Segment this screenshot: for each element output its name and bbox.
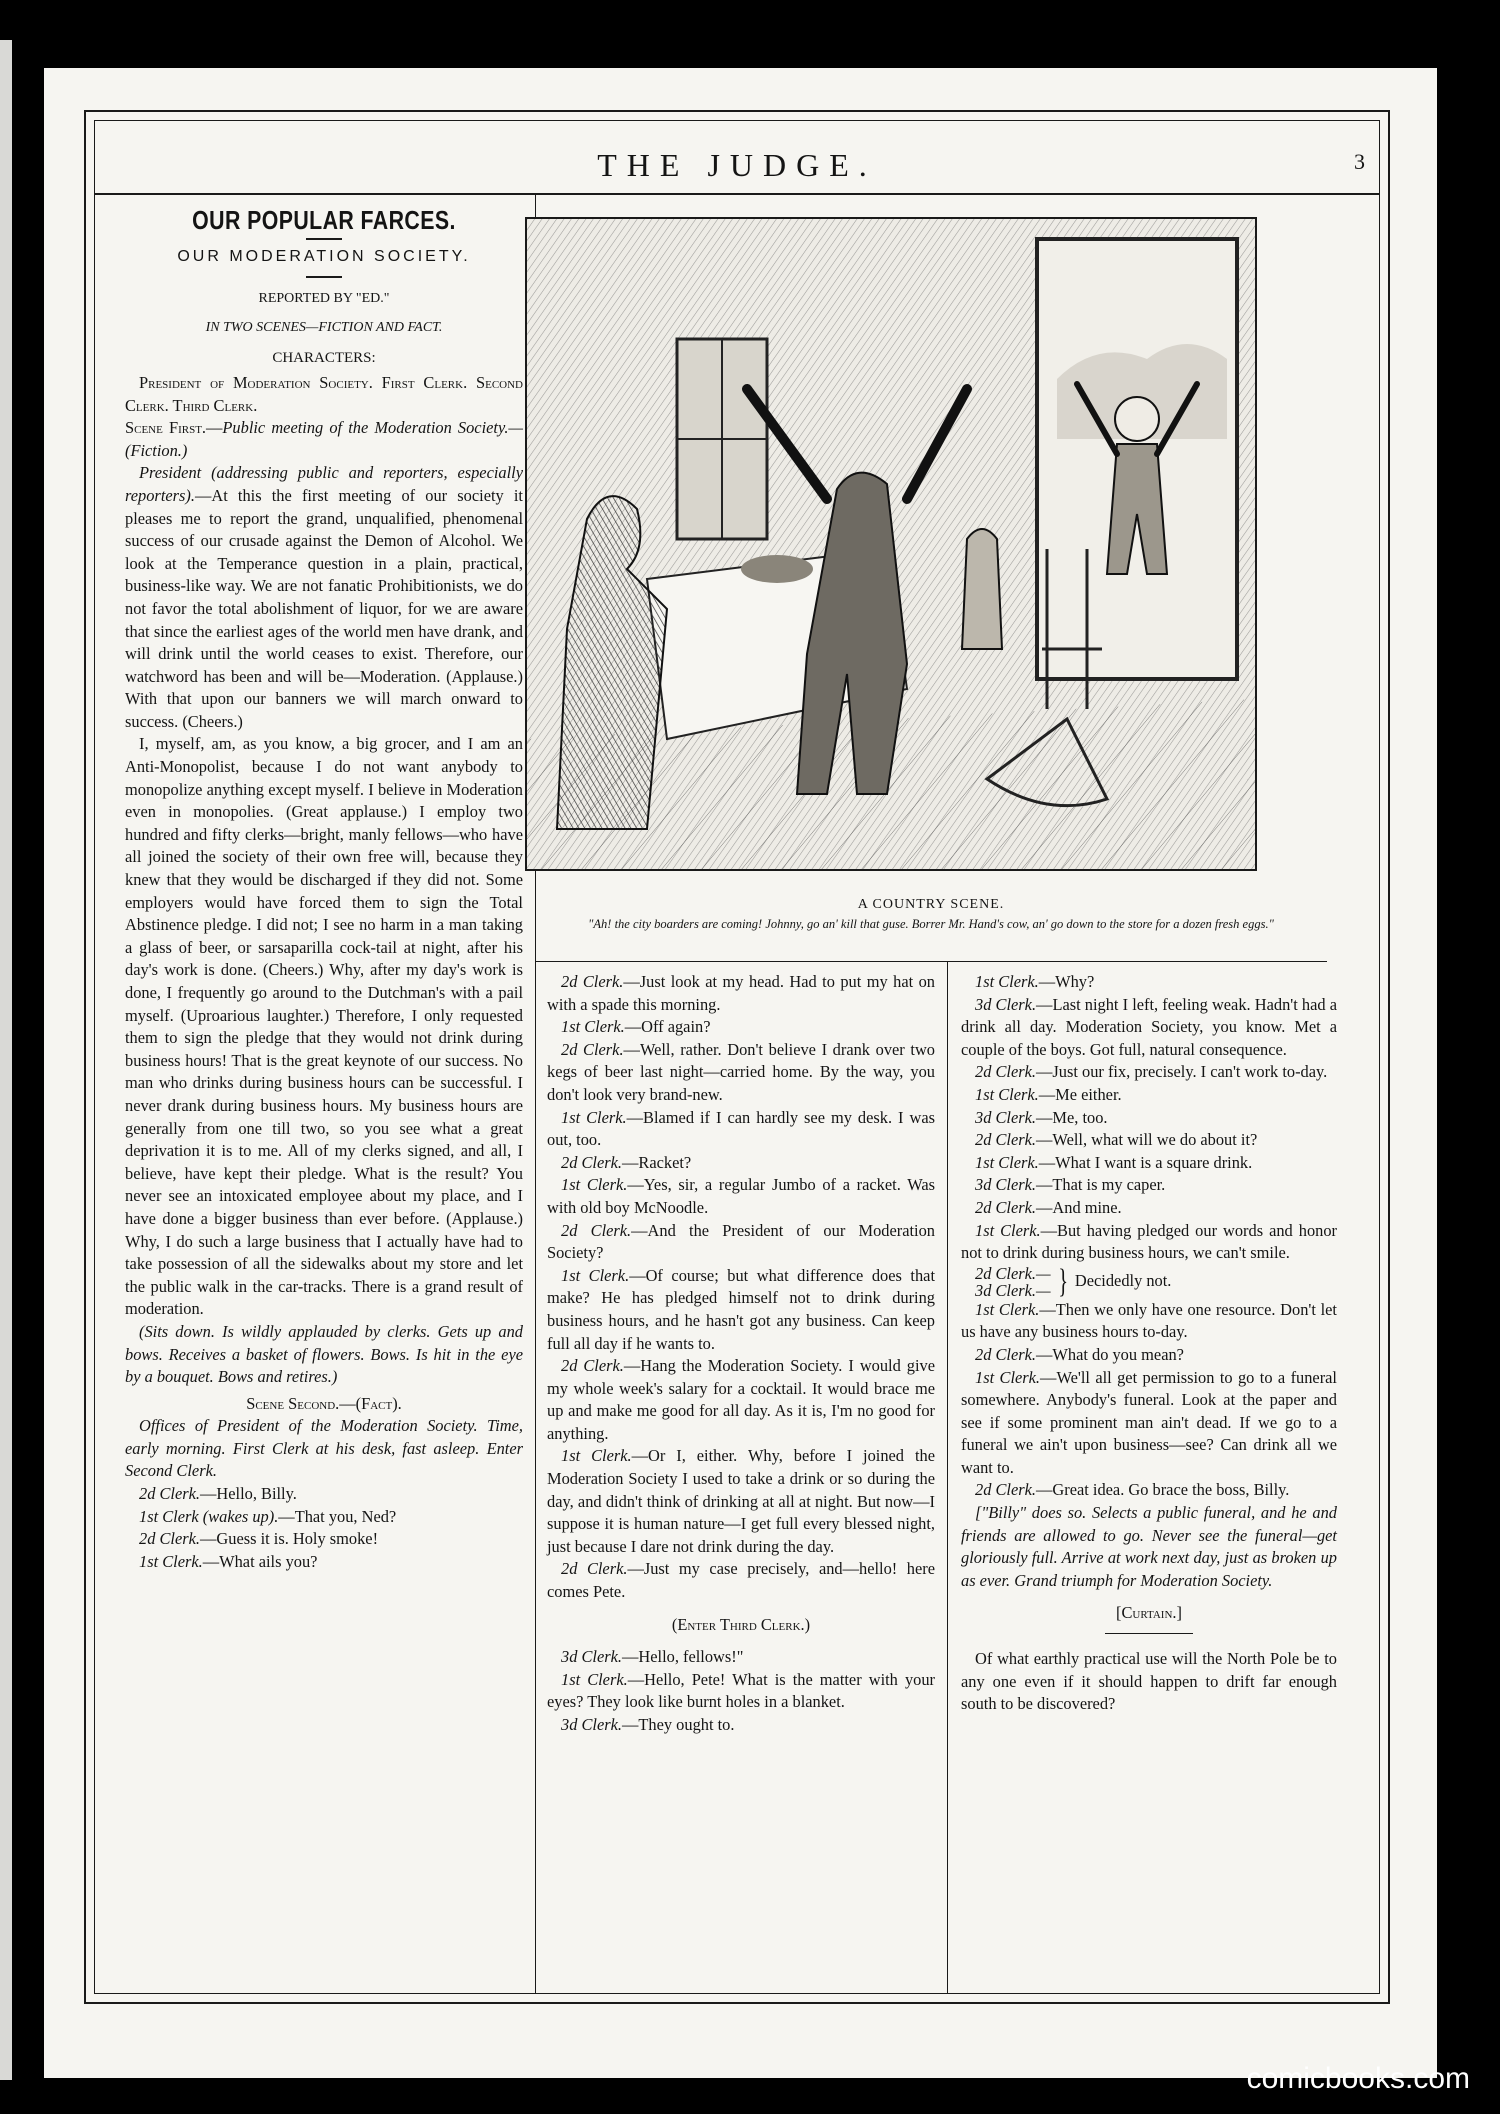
- brace-dialogue: [961, 1262, 1337, 1300]
- illustration-rule: [535, 961, 1327, 962]
- column-2: [547, 971, 935, 1737]
- dialogue-text: —Then we only have one resource. Don't let us have any business hours to-day.: [961, 1299, 1337, 1342]
- illustration-country-scene: [525, 217, 1257, 871]
- dialogue-speaker: 2d Clerk.: [975, 1344, 1037, 1364]
- dialogue-speaker: 2d Clerk.: [561, 1152, 623, 1172]
- north-pole-paragraph: Of what earthly practical use will the North Pole be to any one even if it should happen to drift far enough south to be discovered?: [961, 1649, 1337, 1714]
- president-speech-1: [125, 462, 523, 733]
- characters-heading: CHARACTERS:: [272, 350, 376, 367]
- brace-names: [975, 1265, 1051, 1299]
- dialogue-line: [547, 1152, 935, 1175]
- dialogue-speaker: 2d Clerk.: [975, 1480, 1037, 1500]
- president-speech-2: I, myself, am, as you know, a big grocer, and I am an Anti-Monopolist, because I do not want anybody to monopolize anything except myself. I believe in Moderation even in monopolies. (Great applause.) I employ two hundred and fifty clerks—bright, manly fellows—who have all joined the society of their own free will, because they knew that they would be discharged if they did not. Some employers would have forced them to sign the Total Abstinence pledge. I did not; I see no harm in a man taking a glass of beer, or sarsaparilla cock-tail at night, after his day's work is done. (Cheers.) Why, after my day's work is done, I frequently go around to the Dutchman's with a pail myself. (Uproarious laughter.) Therefore, I only requested them to sign the pledge that they would not drink during business hours! That is the great keynote of our success. No man who drinks during business hours can be successful. I never drank during business hours. My business hours are generally from one till two, so you see what a great deprivation it is to me. All of my clerks signed, and all, I believe, have kept their pledge. What is the result? You never see an intoxicated employee about my place, and I have done a bigger business than ever before. (Applause.) Why, I do such a large business that I actually have had to take possession of all the sidewalks about my store and let the public walk in the car-tracks. There is a grand result of moderation.: [125, 734, 523, 1319]
- dialogue-speaker: 2d Clerk.: [975, 1130, 1037, 1150]
- dialogue-speaker: 1st Clerk.: [975, 1220, 1041, 1240]
- dialogue-line: [961, 971, 1337, 994]
- dialogue-line: [961, 1197, 1337, 1220]
- dialogue-text: —Or I, either. Why, before I joined the Moderation Society I used to take a drink or so during the day, and didn't think of drinking at all at night. But now—I suppose it is human nature—I get full every blessed night, just because I dare not drink during the day.: [547, 1446, 935, 1556]
- dialogue-col-3-b: [961, 1299, 1337, 1502]
- dialogue-text: —That you, Ned?: [278, 1506, 397, 1526]
- column-1: [125, 201, 523, 1573]
- dialogue-text: —Me either.: [1038, 1084, 1122, 1104]
- dialogue-text: —Me, too.: [1036, 1107, 1108, 1127]
- dialogue-text: —Well, what will we do about it?: [1036, 1130, 1258, 1150]
- scene-second-desc: Offices of President of the Moderation Society. Time, early morning. First Clerk at his desk, fast asleep. Enter Second Clerk.: [125, 1416, 523, 1481]
- scene-second-label: Scene Second.—(Fact).: [246, 1393, 402, 1413]
- dialogue-line: [961, 1220, 1337, 1265]
- dialogue-text: —Hello, Billy.: [200, 1484, 297, 1504]
- dialogue-speaker: 1st Clerk.: [975, 1299, 1040, 1319]
- dialogue-col-3: [961, 971, 1337, 1265]
- illustration-drawing: [527, 219, 1255, 869]
- dialogue-line: [961, 1061, 1337, 1084]
- dialogue-speaker: 1st Clerk (wakes up).: [139, 1506, 279, 1526]
- dialogue-speaker: 2d Clerk.: [139, 1529, 201, 1549]
- president-speech-1-text: —At this the first meeting of our society it pleases me to report the grand, unqualified, phenomenal success of our crusade against the Demon of Alcohol. We look at the Temperance question in a plain, practical, business-like way. We are not fanatic Prohibitionists, we do not favor the total abolishment of liquor, for we are aware that since the earliest ages of the world men have drank, and will drink until the world ceases to exist. Therefore, our watchword has been and will be—Moderation. (Applause.) With that upon our banners we will march onward to success. (Cheers.): [125, 485, 523, 731]
- dialogue-line: [125, 1551, 523, 1574]
- dialogue-text: —And the President of our Moderation Society?: [547, 1220, 935, 1263]
- dialogue-speaker: 1st Clerk.: [561, 1446, 632, 1466]
- dialogue-line: [961, 1152, 1337, 1175]
- dialogue-speaker: 3d Clerk.: [975, 1107, 1037, 1127]
- dialogue-line: [961, 1479, 1337, 1502]
- dialogue-line: [125, 1528, 523, 1551]
- dialogue-text: —Just look at my head. Had to put my hat on with a spade this morning.: [547, 972, 935, 1014]
- dialogue-line: [547, 1445, 935, 1558]
- brace-name-1: 2d Clerk.—: [975, 1263, 1051, 1283]
- dialogue-speaker: 1st Clerk.: [975, 1152, 1039, 1172]
- dialogue-text: —Racket?: [622, 1152, 692, 1172]
- adjacent-page-edge: [0, 40, 12, 2080]
- dialogue-text: —Well, rather. Don't believe I drank over two kegs of beer last night—carried home. By the way, you don't look very brand-new.: [547, 1039, 935, 1104]
- watermark: comicbooks.com: [1246, 2062, 1470, 2095]
- dialogue-text: —Hang the Moderation Society. I would give my whole week's salary for a cocktail. It would brace me up and make me good for all day. As it is, I'm no good for anything.: [547, 1356, 935, 1443]
- dialogue-speaker: 2d Clerk.: [561, 972, 624, 991]
- dialogue-line: [961, 1084, 1337, 1107]
- article-headline: OUR POPULAR FARCES.: [192, 205, 456, 235]
- dialogue-line: [125, 1506, 523, 1529]
- dialogue-text: —Last night I left, feeling weak. Hadn't had a drink all day. Moderation Society, you know. Met a couple of the boys. Got full, natural consequence.: [961, 994, 1337, 1059]
- dialogue-line: [547, 1646, 935, 1669]
- enter-third-clerk: (Enter Third Clerk.): [671, 1614, 811, 1634]
- dialogue-line: [961, 1367, 1337, 1480]
- brace-name-2: 3d Clerk.—: [975, 1280, 1051, 1300]
- dialogue-line: [547, 1174, 935, 1219]
- illustration-caption: "Ah! the city boarders are coming! Johnny, go an' kill that guse. Borrer Mr. Hand's cow, an' go down to the store for a dozen fresh eggs.": [588, 917, 1274, 931]
- dialogue-text: —Off again?: [624, 1017, 711, 1037]
- dialogue-speaker: 3d Clerk.: [975, 1175, 1037, 1195]
- scene-first-label: Scene First.—: [125, 418, 223, 438]
- dialogue-line: [547, 1669, 935, 1714]
- dialogue-speaker: 1st Clerk.: [975, 972, 1039, 991]
- dialogue-speaker: 2d Clerk.: [561, 1356, 624, 1376]
- dialogue-line: [547, 1355, 935, 1445]
- dialogue-text: —Just our fix, precisely. I can't work to-day.: [1036, 1062, 1328, 1082]
- dialogue-col-2: [547, 971, 935, 1604]
- dialogue-line: [961, 1129, 1337, 1152]
- dialogue-speaker: 2d Clerk.: [561, 1220, 632, 1240]
- dialogue-line: [547, 971, 935, 1016]
- dialogue-speaker: 2d Clerk.: [975, 1062, 1037, 1082]
- curtain-rule: [1105, 1633, 1193, 1634]
- dialogue-speaker: 1st Clerk.: [975, 1084, 1039, 1104]
- president-speaker: President (addressing public and reporters, especially reporters).: [125, 463, 523, 505]
- dialogue-col-2-b: [547, 1646, 935, 1736]
- dialogue-text: —What do you mean?: [1036, 1344, 1184, 1364]
- dialogue-line: [961, 1299, 1337, 1344]
- dialogue-line: [125, 1483, 523, 1506]
- curtain: [Curtain.]: [1116, 1603, 1182, 1623]
- dialogue-line: [547, 1265, 935, 1355]
- dialogue-text: —What ails you?: [202, 1551, 318, 1571]
- dialogue-line: [547, 1558, 935, 1603]
- stage-direction-2: ["Billy" does so. Selects a public funeral, and he and friends are allowed to go. Never see the funeral—get gloriously full. Arrive at work next day, just as broken up as ever. Grand triumph for Moderation Society.: [961, 1503, 1337, 1590]
- illustration-title: A COUNTRY SCENE.: [857, 897, 1005, 912]
- dialogue-text: —Yes, sir, a regular Jumbo of a racket. Was with old boy McNoodle.: [547, 1175, 936, 1217]
- subhead-rule: [306, 276, 342, 278]
- dialogue-line: [547, 1039, 935, 1107]
- page-border: [84, 110, 1390, 2004]
- dialogue-line: [547, 1714, 935, 1737]
- dialogue-line: [547, 1107, 935, 1152]
- dialogue-text: —And mine.: [1036, 1197, 1122, 1217]
- dialogue-line: [961, 1107, 1337, 1130]
- dialogue-speaker: 2d Clerk.: [561, 1039, 624, 1059]
- dialogue-text: —Blamed if I can hardly see my desk. I was out, too.: [547, 1107, 935, 1150]
- dialogue-text: —What I want is a square drink.: [1038, 1152, 1253, 1172]
- dialogue-speaker: 1st Clerk.: [561, 1669, 628, 1689]
- page-inner-border: [94, 120, 1380, 1994]
- dialogue-speaker: 1st Clerk.: [139, 1551, 203, 1571]
- brace-text: Decidedly not.: [1074, 1271, 1172, 1291]
- stage-direction-1: (Sits down. Is wildly applauded by clerks. Gets up and bows. Receives a basket of flowers. Bows. Is hit in the eye by a bouquet. Bows and retires.): [125, 1321, 523, 1387]
- scenes-note: IN TWO SCENES—FICTION AND FACT.: [205, 319, 443, 335]
- dialogue-text: —They ought to.: [622, 1715, 735, 1734]
- dialogue-text: —Of course; but what difference does that make? He has pledged himself not to drink during business hours, and he hasn't got any business. Can keep full all day if he wants to.: [547, 1265, 935, 1353]
- page-number: 3: [1354, 149, 1365, 174]
- scene-first: [125, 417, 523, 462]
- dialogue-speaker: 1st Clerk.: [975, 1367, 1041, 1387]
- dialogue-speaker: 3d Clerk.: [561, 1647, 623, 1667]
- column-3: [961, 971, 1337, 1716]
- column-rule-right: [947, 961, 948, 1993]
- dialogue-line: [961, 1344, 1337, 1367]
- dialogue-text: —Why?: [1038, 972, 1095, 991]
- scene-first-desc: Public meeting of the Moderation Society.—(Fiction.): [125, 418, 524, 460]
- characters-list: President of Moderation Society. First Clerk. Second Clerk. Third Clerk.: [125, 372, 523, 415]
- dialogue-text: —We'll all get permission to go to a funeral somewhere. Anybody's funeral. Look at the paper and see if some prominent man ain't dead. If we go to a funeral we ain't upon business—see? Can drink all we want to.: [961, 1367, 1337, 1477]
- dialogue-col-1: [125, 1483, 523, 1573]
- article-subheadline: OUR MODERATION SOCIETY.: [177, 247, 471, 265]
- dialogue-speaker: 3d Clerk.: [561, 1715, 623, 1734]
- headline-rule: [306, 238, 342, 240]
- dialogue-speaker: 3d Clerk.: [975, 994, 1037, 1014]
- masthead-title: THE JUDGE.: [597, 147, 877, 183]
- dialogue-speaker: 1st Clerk.: [561, 1175, 628, 1195]
- brace-glyph: }: [1057, 1262, 1068, 1300]
- dialogue-speaker: 1st Clerk.: [561, 1017, 625, 1037]
- dialogue-speaker: 2d Clerk.: [975, 1197, 1037, 1217]
- dialogue-speaker: 1st Clerk.: [561, 1107, 627, 1127]
- dialogue-line: [961, 1174, 1337, 1197]
- dialogue-text: —That is my caper.: [1036, 1175, 1166, 1195]
- dialogue-text: —Hello, fellows!": [622, 1647, 744, 1667]
- dialogue-text: —Hello, Pete! What is the matter with your eyes? They look like burnt holes in a blanket.: [547, 1669, 935, 1712]
- byline: REPORTED BY "ED.": [258, 291, 390, 307]
- dialogue-text: —Guess it is. Holy smoke!: [200, 1529, 379, 1549]
- dialogue-speaker: 2d Clerk.: [561, 1559, 628, 1579]
- dialogue-speaker: 1st Clerk.: [561, 1265, 630, 1285]
- dialogue-line: [547, 1220, 935, 1265]
- dialogue-text: —Great idea. Go brace the boss, Billy.: [1036, 1480, 1290, 1500]
- dialogue-text: —Just my case precisely, and—hello! here comes Pete.: [547, 1559, 935, 1602]
- masthead: [95, 121, 1379, 195]
- dialogue-line: [961, 994, 1337, 1062]
- dialogue-text: —But having pledged our words and honor not to drink during business hours, we can't smile.: [961, 1220, 1337, 1263]
- dialogue-speaker: 2d Clerk.: [139, 1484, 201, 1504]
- dialogue-line: [547, 1016, 935, 1039]
